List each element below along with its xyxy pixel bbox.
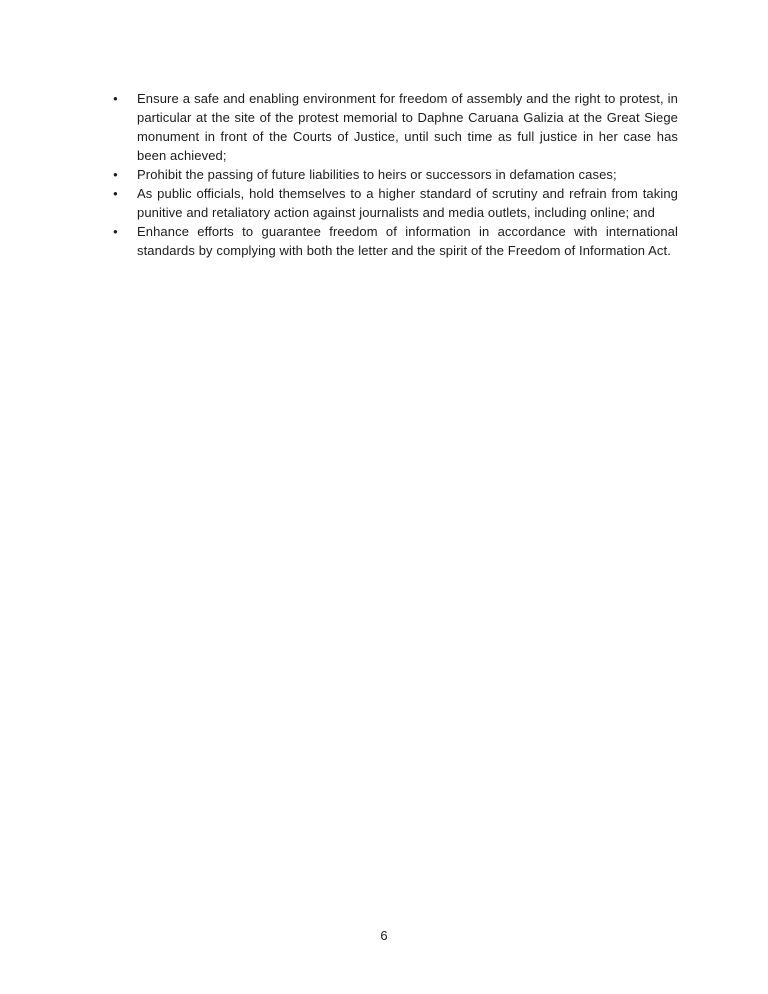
page-number: 6 [380, 928, 388, 943]
bullet-icon: ● [113, 189, 118, 198]
list-item [113, 184, 678, 222]
bullet-icon: ● [113, 94, 118, 103]
bullet-icon: ● [113, 170, 118, 179]
bullet-list [113, 89, 678, 260]
bullet-icon: ● [113, 227, 118, 236]
bullet-text: Prohibit the passing of future liabilities to heirs or successors in defamation cases; [137, 167, 617, 182]
list-item [113, 89, 678, 165]
bullet-text: Enhance efforts to guarantee freedom of information in accordance with international standards by complying with both the letter and the spirit of the Freedom of Information Act. [137, 224, 678, 258]
bullet-text: Ensure a safe and enabling environment for freedom of assembly and the right to protest, in particular at the site of the protest memorial to Daphne Caruana Galizia at the Great Siege monument in front of the Courts of Justice, until such time as full justice in her case has been achieved; [137, 91, 678, 163]
bullet-text: As public officials, hold themselves to a higher standard of scrutiny and refrain from taking punitive and retaliatory action against journalists and media outlets, including online; and [137, 186, 678, 220]
list-item [113, 165, 678, 184]
list-item [113, 222, 678, 260]
